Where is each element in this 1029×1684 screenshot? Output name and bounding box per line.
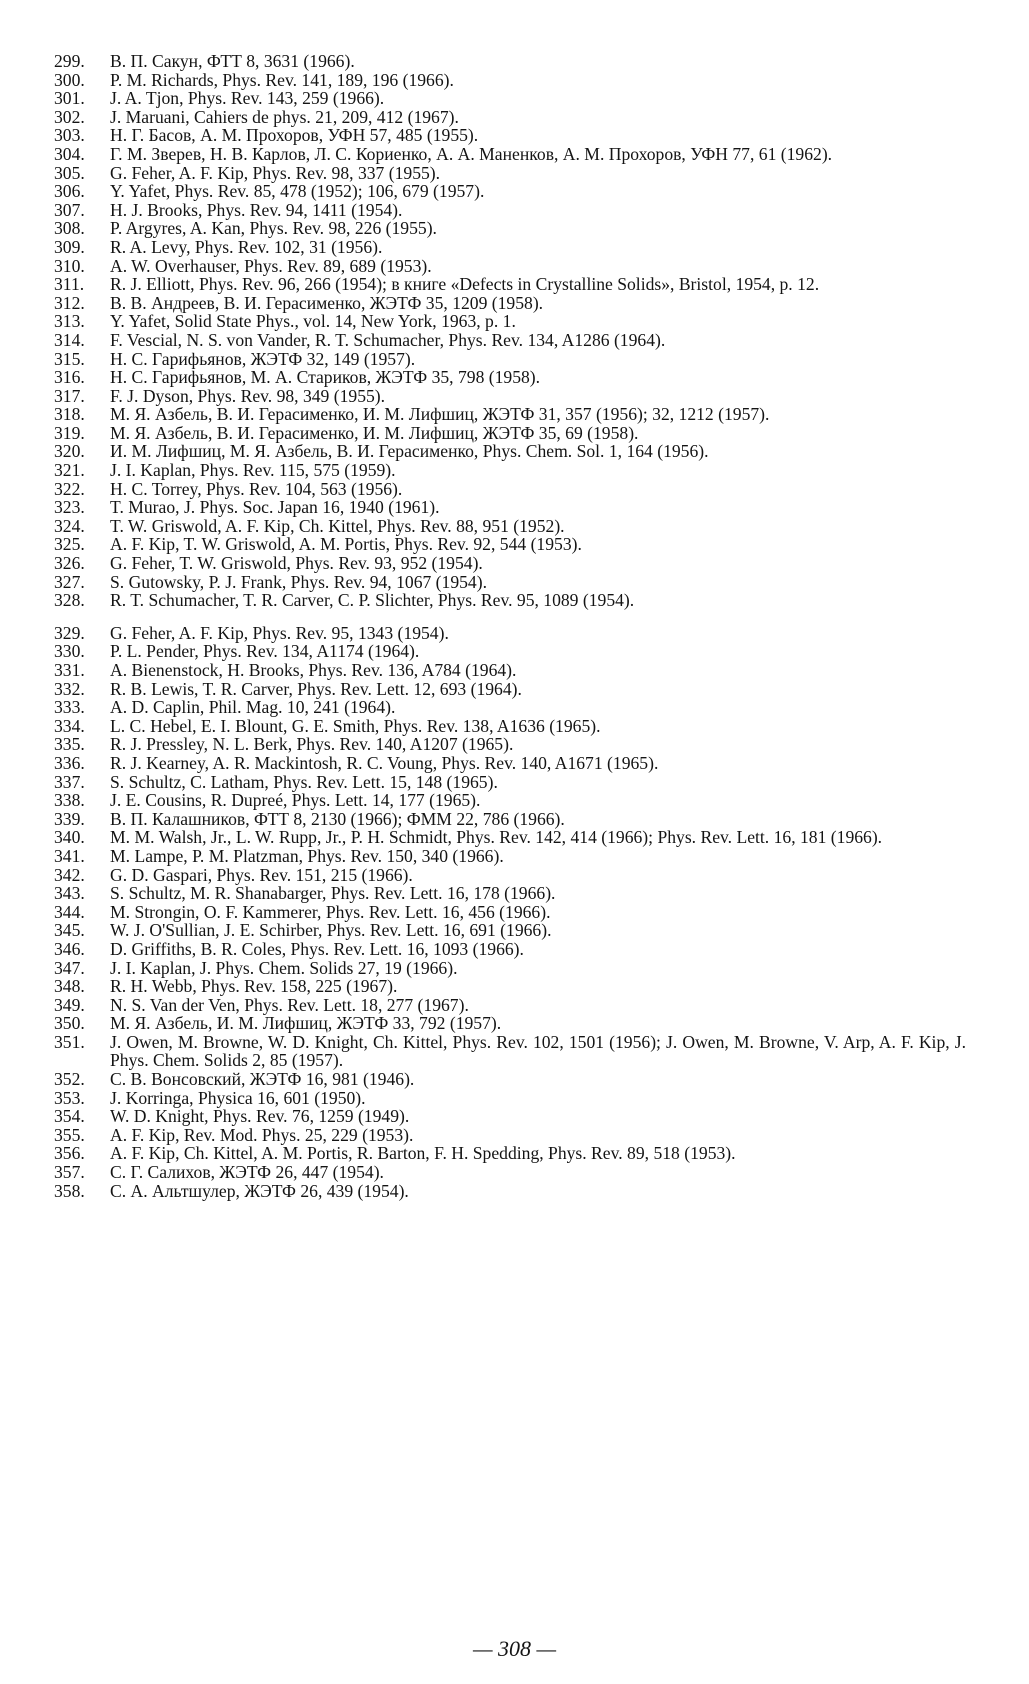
reference-text: J. I. Kaplan, Phys. Rev. 115, 575 (1959). (110, 460, 396, 481)
reference-entry (54, 89, 966, 108)
reference-text: J. I. Kaplan, J. Phys. Chem. Solids 27, 19 (1966). (110, 957, 458, 978)
reference-number: 312. (54, 292, 85, 313)
reference-entry (54, 480, 966, 499)
reference-text: В. П. Сакун, ФТТ 8, 3631 (1966). (110, 51, 355, 71)
reference-number: 301. (54, 88, 85, 109)
reference-entry (54, 828, 966, 847)
reference-entry (54, 126, 966, 145)
reference-entry (54, 791, 966, 810)
reference-number: 339. (54, 808, 85, 829)
reference-number: 350. (54, 1013, 85, 1034)
reference-entry (54, 847, 966, 866)
reference-entry (54, 257, 966, 276)
reference-text: S. Schultz, M. R. Shanabarger, Phys. Rev. Lett. 16, 178 (1966). (110, 883, 556, 904)
reference-entry (54, 145, 966, 164)
reference-text: Н. С. Гарифьянов, М. А. Стариков, ЖЭТФ 35, 798 (1958). (110, 367, 541, 388)
reference-entry (54, 517, 966, 536)
reference-number: 308. (54, 218, 85, 239)
reference-text: F. J. Dyson, Phys. Rev. 98, 349 (1955). (110, 385, 386, 406)
reference-number: 303. (54, 125, 85, 146)
reference-entry (54, 108, 966, 127)
reference-entry (54, 219, 966, 238)
reference-text: В. В. Андреев, В. И. Герасименко, ЖЭТФ 35, 1209 (1958). (110, 292, 544, 313)
reference-text: М. Я. Азбель, И. М. Лифшиц, ЖЭТФ 33, 792 (1957). (110, 1013, 502, 1034)
reference-number: 341. (54, 845, 85, 866)
reference-entry (54, 903, 966, 922)
reference-number: 354. (54, 1106, 85, 1127)
reference-text: H. J. Brooks, Phys. Rev. 94, 1411 (1954). (110, 199, 403, 220)
reference-entry (54, 312, 966, 331)
reference-number: 317. (54, 385, 85, 406)
reference-number: 352. (54, 1069, 85, 1090)
reference-entry (54, 921, 966, 940)
reference-entry (54, 1033, 966, 1070)
reference-number: 356. (54, 1143, 85, 1164)
reference-number: 304. (54, 143, 85, 164)
reference-entry (54, 461, 966, 480)
reference-number: 311. (54, 274, 85, 295)
reference-text: В. П. Калашников, ФТТ 8, 2130 (1966); ФММ 22, 786 (1966). (110, 808, 565, 829)
reference-number: 347. (54, 957, 85, 978)
reference-text: Г. М. Зверев, Н. В. Карлов, Л. С. Кориенко, А. А. Маненков, А. М. Прохоров, УФН 77, 61 (1962). (110, 143, 833, 164)
reference-number: 346. (54, 938, 85, 959)
reference-entry (54, 52, 966, 71)
reference-number: 325. (54, 534, 85, 555)
reference-entry (54, 387, 966, 406)
reference-text: М. Я. Азбель, В. И. Герасименко, И. М. Лифшиц, ЖЭТФ 31, 357 (1956); 32, 1212 (1957). (110, 404, 770, 425)
reference-text: L. C. Hebel, E. I. Blount, G. E. Smith, Phys. Rev. 138, A1636 (1965). (110, 715, 601, 736)
reference-number: 331. (54, 660, 85, 680)
reference-text: A. Bienenstock, H. Brooks, Phys. Rev. 136, A784 (1964). (110, 660, 517, 680)
reference-number: 351. (54, 1031, 85, 1052)
reference-number: 329. (54, 622, 85, 643)
reference-entry (54, 661, 966, 680)
reference-number: 302. (54, 106, 85, 127)
reference-number: 309. (54, 236, 85, 257)
reference-number: 337. (54, 771, 85, 792)
reference-text: A. W. Overhauser, Phys. Rev. 89, 689 (1953). (110, 255, 432, 276)
reference-text: G. D. Gaspari, Phys. Rev. 151, 215 (1966). (110, 864, 413, 885)
reference-text: М. Я. Азбель, В. И. Герасименко, И. М. Лифшиц, ЖЭТФ 35, 69 (1958). (110, 422, 639, 443)
reference-number: 333. (54, 697, 85, 718)
reference-number: 300. (54, 69, 85, 90)
reference-text: R. B. Lewis, T. R. Carver, Phys. Rev. Lett. 12, 693 (1964). (110, 678, 522, 699)
reference-number: 320. (54, 441, 85, 462)
reference-number: 353. (54, 1087, 85, 1108)
reference-text: P. L. Pender, Phys. Rev. 134, A1174 (1964). (110, 641, 420, 662)
reference-number: 348. (54, 976, 85, 997)
reference-text: A. D. Caplin, Phil. Mag. 10, 241 (1964). (110, 697, 396, 718)
reference-entry (54, 977, 966, 996)
reference-text: W. D. Knight, Phys. Rev. 76, 1259 (1949). (110, 1106, 410, 1127)
reference-text: J. A. Tjon, Phys. Rev. 143, 259 (1966). (110, 88, 385, 109)
reference-number: 323. (54, 497, 85, 518)
reference-text: Н. Г. Басов, А. М. Прохоров, УФН 57, 485 (1955). (110, 125, 479, 146)
reference-text: W. J. O'Sullian, J. E. Schirber, Phys. Rev. Lett. 16, 691 (1966). (110, 920, 552, 941)
reference-entry (54, 698, 966, 717)
reference-text: J. Korringa, Physica 16, 601 (1950). (110, 1087, 366, 1108)
reference-number: 336. (54, 752, 85, 773)
reference-number: 345. (54, 920, 85, 941)
reference-text: P. M. Richards, Phys. Rev. 141, 189, 196 (1966). (110, 69, 454, 90)
reference-number: 307. (54, 199, 85, 220)
reference-entry (54, 350, 966, 369)
reference-text: R. T. Schumacher, T. R. Carver, C. P. Slichter, Phys. Rev. 95, 1089 (1954). (110, 590, 635, 611)
reference-entry (54, 1182, 966, 1201)
reference-entry (54, 884, 966, 903)
reference-entry (54, 1089, 966, 1108)
reference-entry (54, 1014, 966, 1033)
reference-entry (54, 866, 966, 885)
reference-number: 332. (54, 678, 85, 699)
reference-number: 335. (54, 734, 85, 755)
reference-entry (54, 810, 966, 829)
reference-entry (54, 535, 966, 554)
reference-entry (54, 959, 966, 978)
reference-entry (54, 424, 966, 443)
reference-text: A. F. Kip, Ch. Kittel, A. M. Portis, R. Barton, F. H. Spedding, Phys. Rev. 89, 518 (1953). (110, 1143, 736, 1164)
reference-number: 344. (54, 901, 85, 922)
entry-gap (54, 610, 966, 624)
reference-entry (54, 554, 966, 573)
reference-text: R. H. Webb, Phys. Rev. 158, 225 (1967). (110, 976, 398, 997)
reference-entry (54, 996, 966, 1015)
reference-list (54, 52, 966, 1200)
reference-number: 314. (54, 329, 85, 350)
reference-number: 305. (54, 162, 85, 183)
reference-number: 306. (54, 181, 85, 202)
reference-text: G. Feher, A. F. Kip, Phys. Rev. 98, 337 (1955). (110, 162, 441, 183)
reference-text: P. Argyres, A. Kan, Phys. Rev. 98, 226 (1955). (110, 218, 437, 239)
reference-entry (54, 294, 966, 313)
reference-number: 343. (54, 883, 85, 904)
reference-number: 324. (54, 515, 85, 536)
reference-text: J. Owen, M. Browne, W. D. Knight, Ch. Kittel, Phys. Rev. 102, 1501 (1956); J. Owen, M. Browne, V. Arp, A. F. Kip, J. Phys. Chem. Solids 2, 85 (1957). (110, 1031, 966, 1071)
reference-number: 334. (54, 715, 85, 736)
reference-entry (54, 275, 966, 294)
reference-number: 358. (54, 1180, 85, 1201)
reference-text: R. J. Pressley, N. L. Berk, Phys. Rev. 140, A1207 (1965). (110, 734, 514, 755)
reference-entry (54, 442, 966, 461)
reference-entry (54, 405, 966, 424)
reference-entry (54, 1107, 966, 1126)
reference-entry (54, 624, 966, 643)
reference-text: С. В. Вонсовский, ЖЭТФ 16, 981 (1946). (110, 1069, 415, 1090)
reference-text: N. S. Van der Ven, Phys. Rev. Lett. 18, 277 (1967). (110, 994, 469, 1015)
reference-entry (54, 498, 966, 517)
reference-number: 357. (54, 1162, 85, 1183)
reference-entry (54, 1126, 966, 1145)
reference-text: R. J. Kearney, A. R. Mackintosh, R. C. Voung, Phys. Rev. 140, A1671 (1965). (110, 752, 659, 773)
reference-text: J. Maruani, Cahiers de phys. 21, 209, 412 (1967). (110, 106, 459, 127)
reference-number: 340. (54, 827, 85, 848)
reference-number: 316. (54, 367, 85, 388)
reference-text: A. F. Kip, T. W. Griswold, A. M. Portis, Phys. Rev. 92, 544 (1953). (110, 534, 582, 555)
reference-number: 310. (54, 255, 85, 276)
reference-text: G. Feher, A. F. Kip, Phys. Rev. 95, 1343 (1954). (110, 622, 449, 643)
reference-number: 349. (54, 994, 85, 1015)
reference-entry (54, 680, 966, 699)
reference-number: 330. (54, 641, 85, 662)
reference-text: M. M. Walsh, Jr., L. W. Rupp, Jr., P. H. Schmidt, Phys. Rev. 142, 414 (1966); Phys. Rev. Lett. 16, 181 (1966). (110, 827, 883, 848)
reference-entry (54, 591, 966, 610)
reference-number: 319. (54, 422, 85, 443)
reference-text: Y. Yafet, Solid State Phys., vol. 14, New York, 1963, p. 1. (110, 311, 516, 332)
reference-number: 328. (54, 590, 85, 611)
reference-number: 355. (54, 1124, 85, 1145)
reference-number: 321. (54, 460, 85, 481)
reference-text: И. М. Лифшиц, М. Я. Азбель, В. И. Герасименко, Phys. Chem. Sol. 1, 164 (1956). (110, 441, 709, 462)
reference-number: 318. (54, 404, 85, 425)
reference-text: R. A. Levy, Phys. Rev. 102, 31 (1956). (110, 236, 383, 257)
reference-text: T. W. Griswold, A. F. Kip, Ch. Kittel, Phys. Rev. 88, 951 (1952). (110, 515, 565, 536)
reference-number: 326. (54, 553, 85, 574)
reference-entry (54, 754, 966, 773)
reference-number: 299. (54, 51, 85, 71)
reference-text: H. C. Torrey, Phys. Rev. 104, 563 (1956). (110, 478, 403, 499)
reference-entry (54, 201, 966, 220)
reference-entry (54, 164, 966, 183)
reference-entry (54, 1144, 966, 1163)
reference-entry (54, 940, 966, 959)
reference-text: G. Feher, T. W. Griswold, Phys. Rev. 93, 952 (1954). (110, 553, 483, 574)
reference-number: 322. (54, 478, 85, 499)
reference-number: 342. (54, 864, 85, 885)
reference-text: J. E. Cousins, R. Dupreé, Phys. Lett. 14, 177 (1965). (110, 790, 481, 811)
reference-text: T. Murao, J. Phys. Soc. Japan 16, 1940 (1961). (110, 497, 440, 518)
reference-text: S. Schultz, C. Latham, Phys. Rev. Lett. 15, 148 (1965). (110, 771, 498, 792)
reference-number: 313. (54, 311, 85, 332)
reference-entry (54, 642, 966, 661)
reference-text: Y. Yafet, Phys. Rev. 85, 478 (1952); 106, 679 (1957). (110, 181, 485, 202)
reference-number: 327. (54, 571, 85, 592)
reference-entry (54, 368, 966, 387)
reference-text: M. Lampe, P. M. Platzman, Phys. Rev. 150, 340 (1966). (110, 845, 504, 866)
reference-entry (54, 773, 966, 792)
reference-entry (54, 331, 966, 350)
reference-entry (54, 1163, 966, 1182)
reference-entry (54, 1070, 966, 1089)
reference-text: R. J. Elliott, Phys. Rev. 96, 266 (1954); в книге «Defects in Crystalline Solids», Bristol, 1954, p. 12. (110, 274, 820, 295)
reference-text: S. Gutowsky, P. J. Frank, Phys. Rev. 94, 1067 (1954). (110, 571, 487, 592)
reference-text: D. Griffiths, B. R. Coles, Phys. Rev. Lett. 16, 1093 (1966). (110, 938, 524, 959)
reference-entry (54, 182, 966, 201)
reference-number: 338. (54, 790, 85, 811)
reference-text: M. Strongin, O. F. Kammerer, Phys. Rev. Lett. 16, 456 (1966). (110, 901, 551, 922)
reference-text: A. F. Kip, Rev. Mod. Phys. 25, 229 (1953). (110, 1124, 414, 1145)
reference-text: С. Г. Салихов, ЖЭТФ 26, 447 (1954). (110, 1162, 384, 1183)
reference-entry (54, 238, 966, 257)
reference-text: Н. С. Гарифьянов, ЖЭТФ 32, 149 (1957). (110, 348, 416, 369)
page-number: — 308 — (472, 1636, 557, 1661)
reference-entry (54, 71, 966, 90)
reference-entry (54, 717, 966, 736)
reference-text: С. А. Альтшулер, ЖЭТФ 26, 439 (1954). (110, 1180, 409, 1201)
reference-number: 315. (54, 348, 85, 369)
reference-entry (54, 735, 966, 754)
reference-entry (54, 573, 966, 592)
reference-text: F. Vescial, N. S. von Vander, R. T. Schumacher, Phys. Rev. 134, A1286 (1964). (110, 329, 666, 350)
